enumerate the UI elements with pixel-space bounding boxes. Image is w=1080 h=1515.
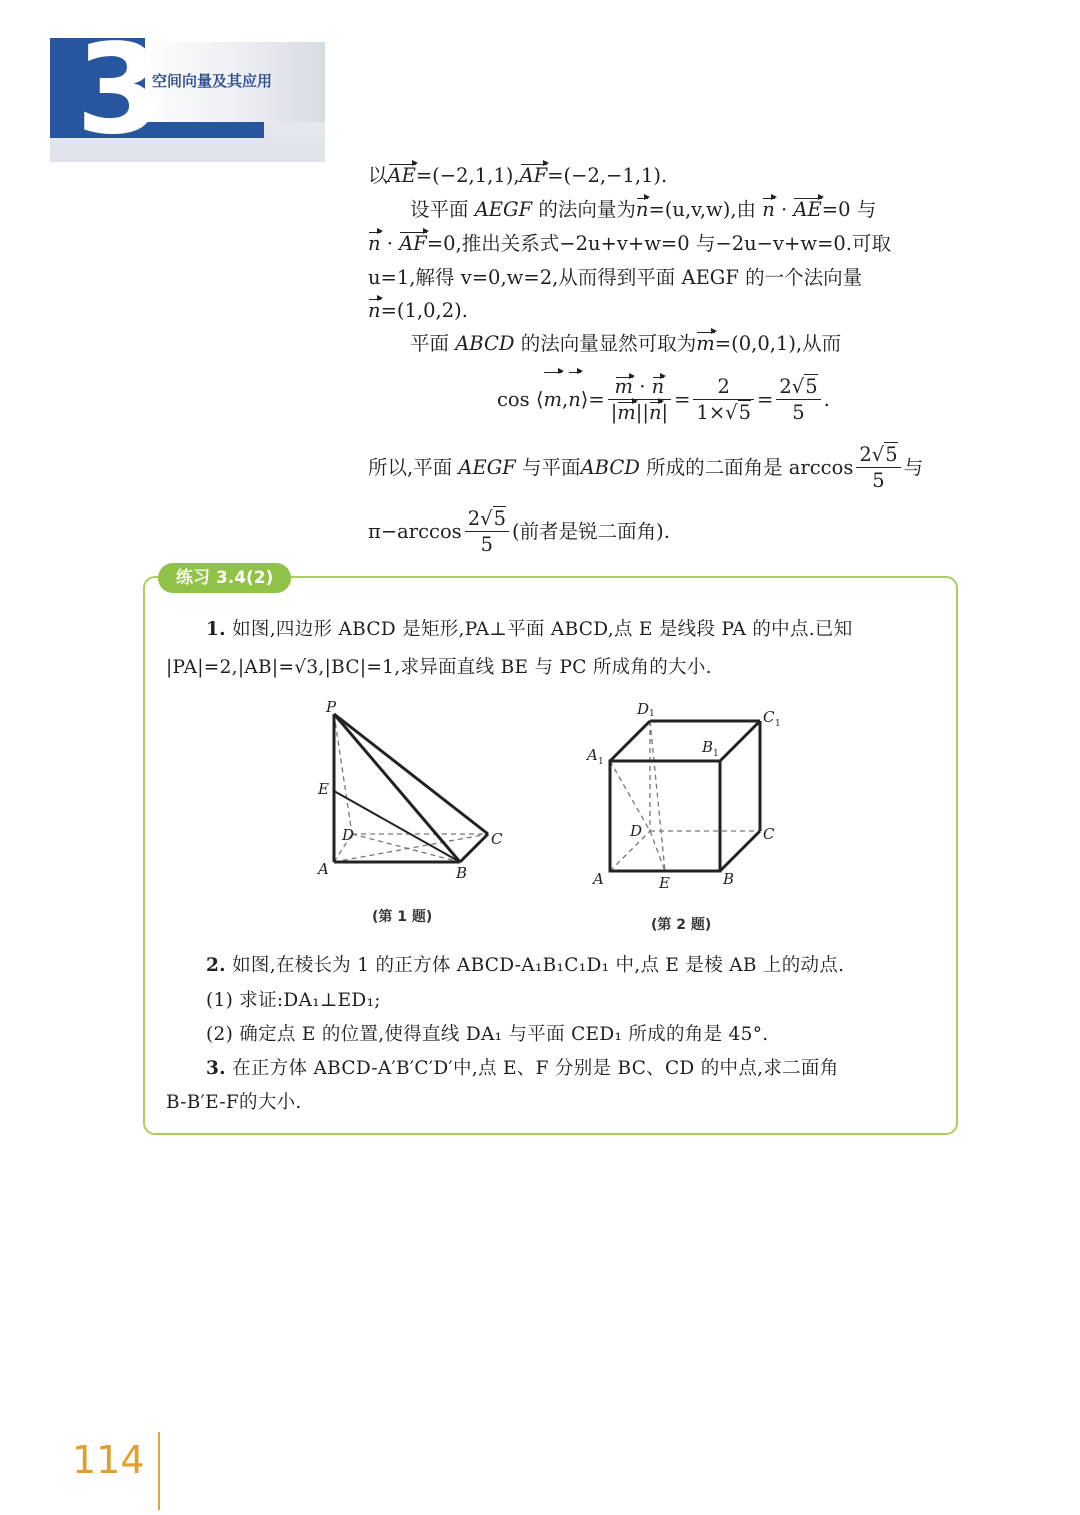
label-p: P xyxy=(326,698,337,716)
svg-text:1: 1 xyxy=(775,719,781,729)
label-a1: A xyxy=(587,746,598,764)
label-b: B xyxy=(723,870,735,888)
edge-d1e xyxy=(650,721,665,871)
edge-db xyxy=(352,834,460,862)
solution-line-4: u=1,解得 v=0,w=2,从而得到平面 AEGF 的一个法向量 xyxy=(368,266,863,289)
solution-line-2: 设平面 AEGF 的法向量为n=(u,v,w),由 n · AE=0 与 xyxy=(410,196,876,224)
cos-formula: cos ⟨m,n⟩= $\frac{m \cdot n}{|m||n|}$ = $\frac{2}{1\times√5}$ = $\frac{2√5}{5}$ . xyxy=(497,370,830,430)
page-number: 114 xyxy=(72,1438,145,1482)
question-2-line-1: 2. 如图,在棱长为 1 的正方体 ABCD-A₁B₁C₁D₁ 中,点 E 是棱 AB 上的动点. xyxy=(206,955,845,976)
label-c: C xyxy=(491,830,503,848)
label-d1: D xyxy=(637,700,650,718)
edge-a1d xyxy=(610,761,650,831)
label-c: C xyxy=(763,825,775,843)
figure-2-cube xyxy=(585,694,790,894)
label-d: D xyxy=(342,826,355,844)
question-1-line-2: |PA|=2,|AB|=√3,|BC|=1,求异面直线 BE 与 PC 所成角的大小. xyxy=(166,657,712,678)
exercise-tab: 练习 3.4(2) xyxy=(158,563,291,593)
label-d: D xyxy=(630,822,643,840)
edge-bc xyxy=(720,831,760,871)
fraction-dot-over-norms: $\frac{m \cdot n}{|m||n|}$ xyxy=(608,375,671,426)
question-2-part-2: (2) 确定点 E 的位置,使得直线 DA₁ 与平面 CED₁ 所成的角是 45°. xyxy=(206,1024,769,1045)
edge-bc xyxy=(460,834,488,862)
page-number-divider xyxy=(158,1432,160,1510)
fraction-two-root5-over-5: $\frac{2√5}{5}$ xyxy=(776,375,820,426)
figure-2-caption: (第 2 题) xyxy=(651,917,712,933)
question-2-part-1: (1) 求证:DA₁⊥ED₁; xyxy=(206,990,381,1011)
label-b: B xyxy=(456,864,468,882)
conclusion-line-2: π−arccos $\frac{2√5}{5}$ (前者是锐二面角). xyxy=(368,507,670,556)
chapter-number: 3 xyxy=(76,18,161,162)
fraction-two-over-root5: $\frac{2}{1\times√5}$ xyxy=(693,375,754,426)
edge-a1d1 xyxy=(610,721,650,761)
label-a: A xyxy=(318,860,329,878)
solution-line-1: 以AE=(−2,1,1),AF=(−2,−1,1). xyxy=(368,162,667,190)
label-e: E xyxy=(659,874,670,892)
solution-line-6: 平面 ABCD 的法向量显然可取为m=(0,0,1),从而 xyxy=(410,330,841,358)
chapter-title: 空间向量及其应用 xyxy=(152,72,273,90)
solution-line-5: n=(1,0,2). xyxy=(368,297,468,325)
figure-1-pyramid xyxy=(310,696,510,886)
label-c1: C xyxy=(763,708,775,726)
svg-text:1: 1 xyxy=(713,749,719,759)
solution-line-3: n · AF=0,推出关系式−2u+v+w=0 与−2u−v+w=0.可取 xyxy=(368,230,891,258)
label-a: A xyxy=(593,870,604,888)
question-3-line-1: 3. 在正方体 ABCD-A′B′C′D′中,点 E、F 分别是 BC、CD 的中点,求二面角 xyxy=(206,1058,839,1079)
label-b1: B xyxy=(702,738,714,756)
question-1-line-1: 1. 如图,四边形 ABCD 是矩形,PA⊥平面 ABCD,点 E 是线段 PA 的中点.已知 xyxy=(206,619,853,640)
label-e: E xyxy=(318,780,329,798)
edge-b1c1 xyxy=(720,721,760,761)
front-face xyxy=(610,761,720,871)
svg-text:1: 1 xyxy=(649,709,655,719)
conclusion-line-1: 所以,平面 AEGF 与平面ABCD 所成的二面角是 arccos $\frac{2√5}{5}$ 与 xyxy=(368,443,924,492)
svg-text:1: 1 xyxy=(598,757,604,767)
question-3-line-2: B-B′E-F的大小. xyxy=(166,1092,302,1113)
figure-1-caption: (第 1 题) xyxy=(372,909,433,925)
edge-pc xyxy=(334,714,488,834)
